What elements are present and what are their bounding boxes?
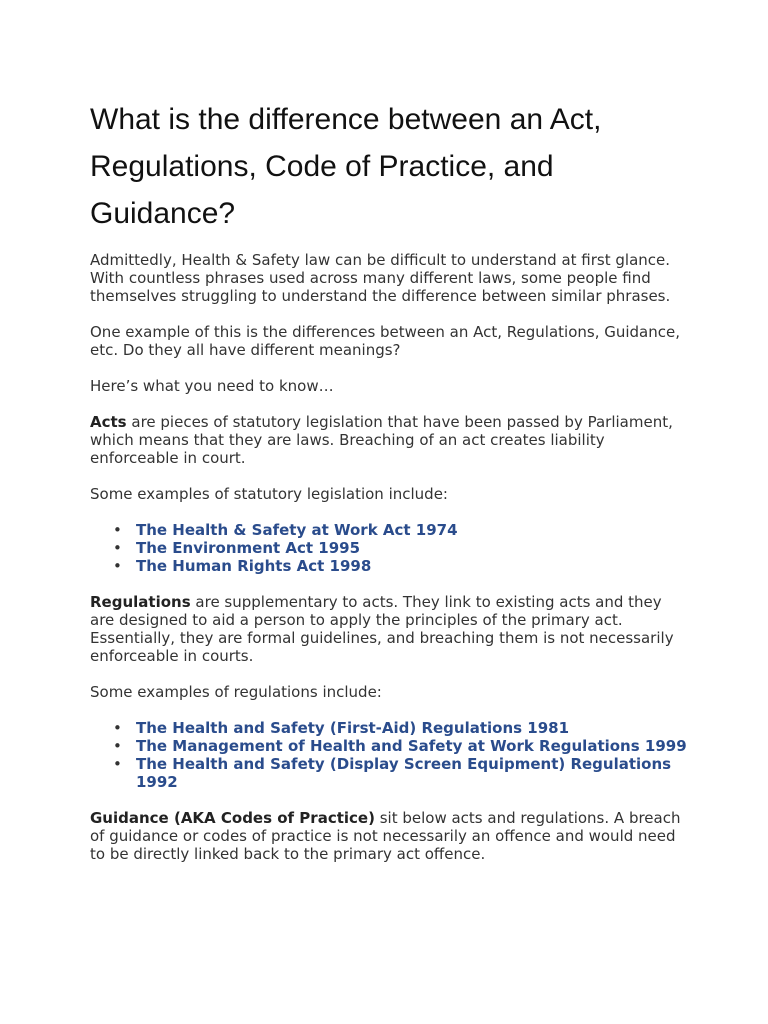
bullet-icon: • <box>113 557 122 575</box>
acts-examples-intro: Some examples of statutory legislation include: <box>90 485 448 503</box>
regulation-link-2[interactable]: The Management of Health and Safety at Work Regulations 1999 <box>136 737 687 755</box>
list-item <box>113 539 690 557</box>
act-link-2[interactable]: The Environment Act 1995 <box>136 539 361 557</box>
regulations-definition <box>90 593 690 665</box>
act-link-1[interactable]: The Health & Safety at Work Act 1974 <box>136 521 458 539</box>
intro-paragraph-2: One example of this is the differences between an Act, Regulations, Guidance, etc. Do they all have different meanings? <box>90 323 680 359</box>
regulations-examples-intro: Some examples of regulations include: <box>90 683 382 701</box>
regulation-link-3[interactable]: The Health and Safety (Display Screen Equipment) Regulations 1992 <box>136 755 672 791</box>
regulations-term: Regulations <box>90 593 191 611</box>
bullet-icon: • <box>113 755 122 773</box>
intro-paragraph-3: Here’s what you need to know… <box>90 377 334 395</box>
guidance-definition-text: sit below acts and regulations. A breach of guidance or codes of practice is not necessarily an offence and would need to be directly linked back to the primary act offence. <box>90 809 681 863</box>
bullet-icon: • <box>113 521 122 539</box>
bullet-icon: • <box>113 539 122 557</box>
list-item <box>113 557 690 575</box>
acts-examples-list <box>90 521 690 575</box>
act-link-3[interactable]: The Human Rights Act 1998 <box>136 557 372 575</box>
list-item <box>113 521 690 539</box>
list-item <box>113 737 690 755</box>
bullet-icon: • <box>113 719 122 737</box>
acts-definition <box>90 413 690 467</box>
acts-term: Acts <box>90 413 127 431</box>
page-title: What is the difference between an Act, Regulations, Code of Practice, and Guidance? <box>90 103 602 230</box>
intro-paragraph-1: Admittedly, Health & Safety law can be difficult to understand at first glance. With countless phrases used across many different laws, some people find themselves struggling to understand the difference between similar phrases. <box>90 251 671 305</box>
regulations-definition-text: are supplementary to acts. They link to existing acts and they are designed to aid a person to apply the principles of the primary act. Essentially, they are formal guidelines, and breaching them is not necessarily enforceable in courts. <box>90 593 674 665</box>
acts-definition-text: are pieces of statutory legislation that have been passed by Parliament, which means that they are laws. Breaching of an act creates liability enforceable in court. <box>90 413 673 467</box>
list-item <box>113 719 690 737</box>
guidance-term: Guidance (AKA Codes of Practice) <box>90 809 375 827</box>
guidance-definition <box>90 809 690 863</box>
list-item <box>113 755 690 791</box>
document-page <box>90 96 690 881</box>
regulations-examples-list <box>90 719 690 791</box>
regulation-link-1[interactable]: The Health and Safety (First-Aid) Regulations 1981 <box>136 719 570 737</box>
bullet-icon: • <box>113 737 122 755</box>
